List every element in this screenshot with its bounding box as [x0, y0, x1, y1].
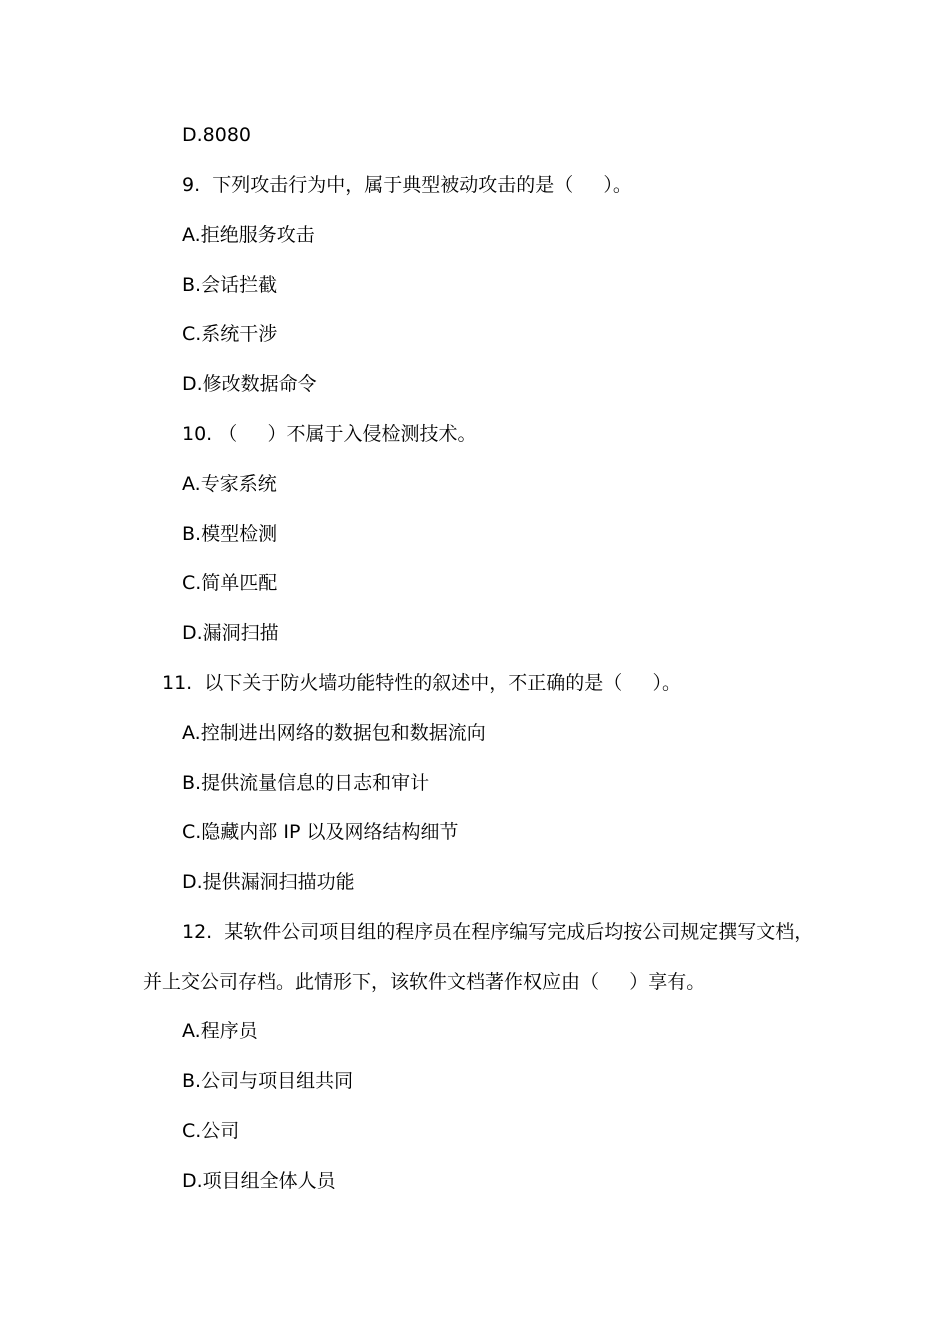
- question-10-option-c: C.简单匹配: [182, 572, 278, 594]
- question-11-option-c: C.隐藏内部 IP 以及网络结构细节: [182, 821, 459, 843]
- question-9-stem: 9. 下列攻击行为中，属于典型被动攻击的是（ ）。: [182, 174, 632, 196]
- question-11-option-a: A.控制进出网络的数据包和数据流向: [182, 722, 486, 744]
- question-10-stem: 10. （ ）不属于入侵检测技术。: [182, 423, 477, 445]
- question-11-option-b: B.提供流量信息的日志和审计: [182, 772, 430, 794]
- question-10-option-d: D.漏洞扫描: [182, 622, 279, 644]
- question-12-stem: 12. 某软件公司项目组的程序员在程序编写完成后均按公司规定撰写文档，: [182, 921, 814, 943]
- question-9-option-c: C.系统干涉: [182, 323, 278, 345]
- question-9-option-b: B.会话拦截: [182, 274, 278, 296]
- question-11-option-d: D.提供漏洞扫描功能: [182, 871, 355, 893]
- question-11-stem: 11. 以下关于防火墙功能特性的叙述中，不正确的是（ ）。: [162, 672, 681, 694]
- question-10-option-a: A.专家系统: [182, 473, 277, 495]
- prev-question-option-d: D.8080: [182, 124, 252, 146]
- question-10-option-b: B.模型检测: [182, 523, 278, 545]
- question-12-option-c: C.公司: [182, 1120, 240, 1142]
- question-12-option-d: D.项目组全体人员: [182, 1170, 336, 1192]
- question-9-option-d: D.修改数据命令: [182, 373, 317, 395]
- question-9-option-a: A.拒绝服务攻击: [182, 224, 315, 246]
- question-12-option-b: B.公司与项目组共同: [182, 1070, 354, 1092]
- question-12-stem-continued: 并上交公司存档。此情形下，该软件文档著作权应由（ ）享有。: [143, 971, 706, 993]
- question-12-option-a: A.程序员: [182, 1020, 258, 1042]
